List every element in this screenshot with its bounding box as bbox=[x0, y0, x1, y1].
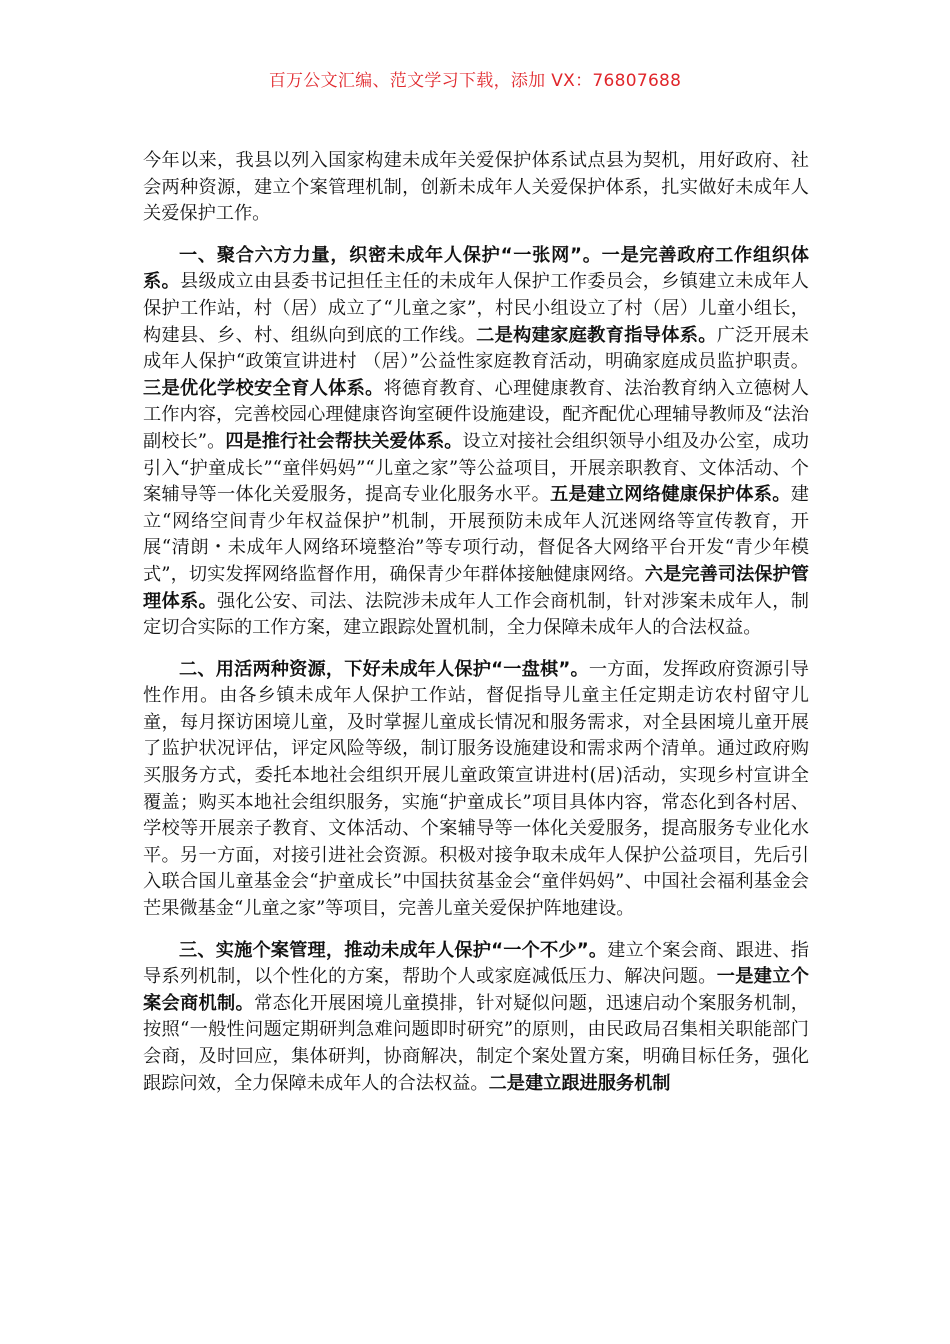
section-2-text: 一方面，发挥政府资源引导性作用。由各乡镇未成年人保护工作站，督促指导儿童主任定期走访农村留守儿童，每月探访困境儿童，及时掌握儿童成长情况和服务需求，对全县困境儿童开展了监护状况评估，评定风险等级，制订服务设施建设和需求两个清单。通过政府购买服务方式，委托本地社会组织开展儿童政策宣讲进村(居)活动，实现乡村宣讲全覆盖；购买本地社会组织服务，实施“护童成长”项目具体内容，常态化到各村居、学校等开展亲子教育、文体活动、个案辅导等一体化关爱服务，提高服务专业化水平。另一方面，对接引进社会资源。积极对接争取未成年人保护公益项目，先后引入联合国儿童基金会“护童成长”中国扶贫基金会“童伴妈妈”、中国社会福利基金会芒果微基金“儿童之家”等项目，完善儿童关爱保护阵地建设。 bbox=[143, 658, 809, 920]
section-3-lead-2: 二是建立跟进服务机制 bbox=[488, 1072, 671, 1094]
section-1-text-3: 将德育教育、心理健康教育、法治教育纳入立德树人工作内容，完善校园心理健康咨询室硬件设施建设，配齐配优心理辅导教师及“法治副校长”。 bbox=[143, 377, 809, 452]
section-3-text-1: 常态化开展困境儿童摸排，针对疑似问题，迅速启动个案服务机制，按照“一般性问题定期研判急难问题即时研究”的原则，由民政局召集相关职能部门会商，及时回应，集体研判，协商解决，制定个案处置方案，明确目标任务，强化跟踪问效，全力保障未成年人的合法权益。 bbox=[143, 992, 809, 1094]
section-1-lead-6: 六是完善司法保护管理体系。 bbox=[143, 563, 809, 612]
section-1-lead-3: 三是优化学校安全育人体系。 bbox=[143, 377, 384, 399]
section-1-text-6: 强化公安、司法、法院涉未成年人工作会商机制，针对涉案未成年人，制定切合实际的工作方案，建立跟踪处置机制，全力保障未成年人的合法权益。 bbox=[143, 590, 809, 639]
section-1-text-1: 县级成立由县委书记担任主任的未成年人保护工作委员会，乡镇建立未成年人保护工作站，村（居）成立了“儿童之家”，村民小组设立了村（居）儿童小组长，构建县、乡、村、组纵向到底的工作线。 bbox=[143, 271, 809, 346]
watermark-header: 百万公文汇编、范文学习下载，添加 VX：76807688 bbox=[268, 71, 682, 91]
section-1-lead-1: 一是完善政府工作组织体系。 bbox=[143, 244, 809, 293]
section-3-text-0: 建立个案会商、跟进、指导系列机制，以个性化的方案，帮助个人或家庭减低压力、解决问题。 bbox=[143, 939, 809, 988]
section-1-lead-4: 四是推行社会帮扶关爱体系。 bbox=[225, 430, 463, 452]
section-1-text-4: 设立对接社会组织领导小组及办公室，成功引入“护童成长”“童伴妈妈”“儿童之家”等公益项目，开展亲职教育、文体活动、个案辅导等一体化关爱服务，提高专业化服务水平。 bbox=[143, 430, 809, 506]
section-3-lead-1: 一是建立个案会商机制。 bbox=[143, 966, 809, 1014]
section-1-text-5: 建立“网络空间青少年权益保护”机制，开展预防未成年人沉迷网络等宣传教育，开展“清朗・未成年人网络环境整治”等专项行动，督促各大网络平台开发“青少年模式”，切实发挥网络监督作用，确保青少年群体接触健康网络。 bbox=[143, 484, 809, 585]
document-body bbox=[143, 148, 809, 1112]
section-1-lead-5: 五是建立网络健康保护体系。 bbox=[550, 484, 791, 506]
section-1-paragraph bbox=[143, 243, 809, 642]
section-2-paragraph bbox=[143, 657, 809, 923]
section-1-text-2: 广泛开展未成年人保护“政策宣讲进村 （居）”公益性家庭教育活动，明确家庭成员监护职责。 bbox=[143, 324, 809, 373]
section-1-heading: 一、聚合六方力量，织密未成年人保护“一张网”。 bbox=[179, 244, 602, 266]
section-3-heading: 三、实施个案管理，推动未成年人保护“一个不少”。 bbox=[179, 939, 608, 961]
section-1-lead-2: 二是构建家庭教育指导体系。 bbox=[476, 324, 717, 346]
section-3-paragraph bbox=[143, 938, 809, 1098]
intro-paragraph: 今年以来，我县以列入国家构建未成年关爱保护体系试点县为契机，用好政府、社会两种资源，建立个案管理机制，创新未成年人关爱保护体系，扎实做好未成年人关爱保护工作。 bbox=[143, 150, 809, 225]
section-2-heading: 二、用活两种资源，下好未成年人保护“一盘棋”。 bbox=[179, 658, 589, 680]
